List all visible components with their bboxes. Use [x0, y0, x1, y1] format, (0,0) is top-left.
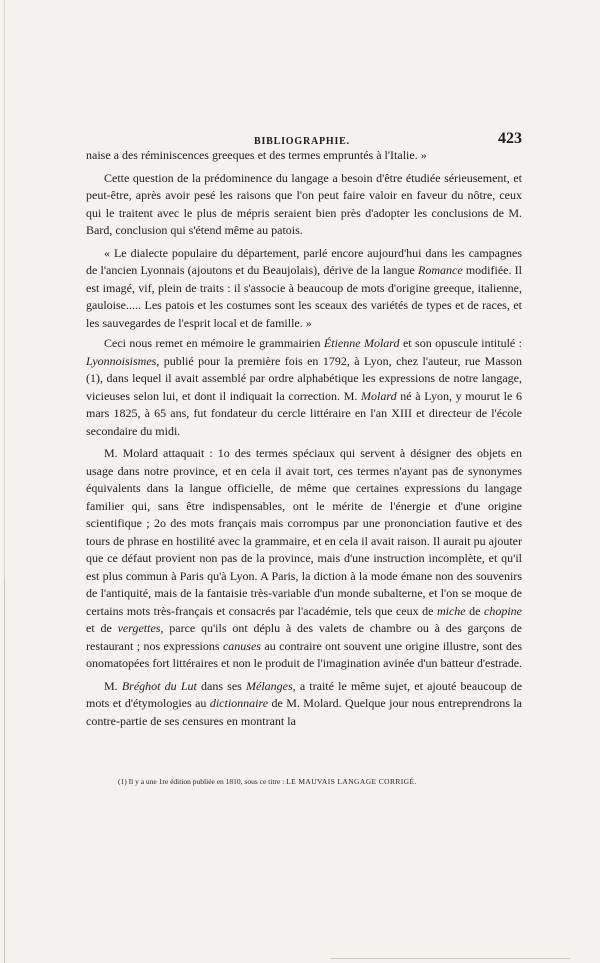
italic-text: Lyonnoisismes [86, 353, 157, 368]
text-run: modifiée. Il est imagé, vif, plein de traits : il s'associe à beaucoup de mots d'origine greeque, italienne, gauloise..... Les patois et les costumes sont les sceaux des variétés de types et de races, et les sauvegardes de l'esprit local et de famille. » [86, 263, 523, 330]
footnote [118, 777, 538, 787]
italic-text: Mélanges [246, 678, 293, 693]
italic-text: Romance [418, 263, 463, 277]
paragraph-breghot [86, 678, 522, 731]
text-run: de M. Molard. Quelque jour nous entreprendrons la contre-partie de ses censures en montrant la [86, 696, 522, 728]
paragraph-continuation [86, 147, 522, 165]
text-run: , publié pour la première fois en 1792, à Lyon, chez l'auteur, rue Masson (1), dans lequel il avait assemblé par ordre alphabétique les expressions de notre langage, vicieuses selon lui, et dont il indiquait la correction. M. [86, 353, 522, 403]
text-run: M. [104, 678, 122, 693]
footnote-marker: (1) [118, 777, 127, 786]
footnote-text: Il y a une 1re édition publiée en 1810, sous ce titre : [126, 777, 287, 786]
italic-text: vergettes [117, 621, 161, 635]
italic-text: Bréghot du Lut [121, 678, 197, 693]
italic-text: dictionnaire [209, 696, 269, 710]
italic-text: Molard [361, 388, 397, 403]
text-run: et son opuscule intitulé : [399, 336, 522, 350]
scan-page-edge [4, 0, 5, 963]
running-head: BIBLIOGRAPHIE. [254, 136, 350, 147]
text-run: Ceci nous remet en mémoire le grammairien [104, 336, 324, 350]
italic-text: canuses [222, 638, 261, 653]
paragraph-molard-critique [86, 445, 522, 673]
paragraph-quote-dialect [86, 245, 522, 333]
text-run: M. Molard attaquait : 1o des termes spéciaux qui servent à désigner des objets en usage dans notre province, et en cela il avait tort, ces termes n'ayant pas de synonymes équivalents dans la langue officielle, de même que certaines expressions du langage familier qui, sans être indispensables, ont le mérite de l'énergie et d'une origine scientifique ; 2o des mots français mais corrompus par une prononciation fautive et des tours de phrase en hostilité avec la grammaire, et en cela il avait raison. Il aurait pu ajouter que ce défaut provient non pas de la province, mais d'une instruction incomplète, et qu'il est plus commun à Paris qu'à Lyon. A Paris, la diction à la mode émane non des souvenirs de l'antiquité, mais de la fantaisie très-variable d'un monde subalterne, et l'on se moque de certains mots très-français et consacrés par l'académie, tels que ceux de [86, 446, 522, 618]
text-run: au contraire ont souvent une origine illustre, sont des onomatopées fort littéraires et non le produit de l'imagination avinée d'un batteur d'estrade. [86, 638, 523, 670]
text-run: dans ses [196, 678, 246, 693]
main-text [86, 147, 522, 735]
text-run: et de [86, 621, 118, 635]
text-run: né à Lyon, y mourut le 6 mars 1825, à 65 ans, fut fondateur du cercle littéraire en l'an XIII et directeur de l'école secondaire du midi. [86, 388, 522, 438]
italic-text: Étienne Molard [323, 336, 400, 350]
paragraph-molard-intro [86, 335, 522, 440]
italic-text: miche [436, 603, 466, 618]
text-run: de [465, 603, 484, 618]
paragraph-predominance [86, 170, 522, 240]
text-run: Cette question de la prédominence du langage a besoin d'être étudiée sérieusement, et peut-être, après avoir pesé les raisons que l'on peut faire valoir en faveur du nôtre, ceux qui le traitent avec le plus de mépris seraient bien près d'adopter les conclusions de M. Bard, conclusion qui s'étend même au patois. [86, 170, 522, 237]
text-run: , parce qu'ils ont déplu à des valets de chambre ou à des garçons de restaurant ; nos expressions [86, 621, 522, 653]
text-run: , a traité le même sujet, et ajouté beaucoup de mots et d'étymologies au [86, 678, 523, 710]
page-number: 423 [498, 130, 522, 147]
footnote-book-title: LE MAUVAIS LANGAGE CORRIGÉ. [286, 777, 417, 786]
scan-bottom-edge [330, 958, 570, 959]
text-run: « Le dialecte populaire du département, parlé encore aujourd'hui dans les campagnes de l'ancien Lyonnais (ajoutons et du Beaujolais), dérive de la langue [86, 245, 522, 277]
text-run: naise a des réminiscences greeques et des termes empruntés à l'Italie. » [86, 148, 427, 162]
italic-text: chopine [484, 603, 522, 618]
